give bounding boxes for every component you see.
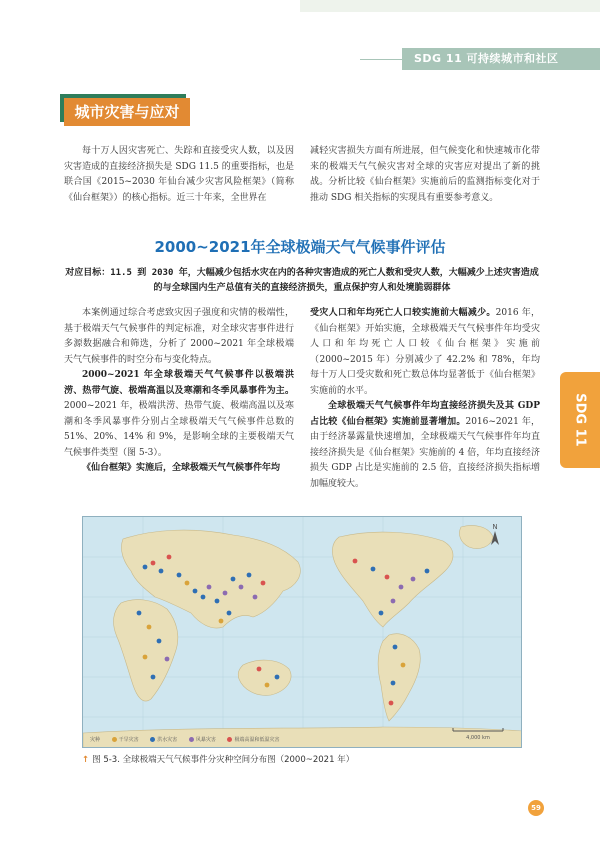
sdg-side-tab [560, 372, 600, 468]
event-marker [239, 585, 244, 590]
header-rule [360, 59, 402, 60]
caption-text: 图 5-3. 全球极端天气气候事件分灾种空间分布图（2000~2021 年） [92, 755, 355, 765]
africa [114, 600, 178, 701]
land-masses [83, 525, 522, 748]
event-marker [385, 575, 390, 580]
left-para-3 [64, 461, 294, 477]
legend-item-temperature [227, 737, 279, 743]
event-marker [391, 681, 396, 686]
event-marker [201, 595, 206, 600]
left-para-2 [64, 368, 294, 461]
event-marker [143, 655, 148, 660]
event-marker [379, 611, 384, 616]
event-marker [177, 573, 182, 578]
event-marker [261, 581, 266, 586]
body-left-column [64, 306, 294, 477]
event-marker [215, 599, 220, 604]
event-marker [401, 663, 406, 668]
australia [238, 660, 291, 695]
right-para-2 [310, 399, 540, 492]
event-marker [137, 611, 142, 616]
event-marker [227, 611, 232, 616]
legend-item-flood [150, 737, 177, 743]
event-marker [159, 569, 164, 574]
event-marker [219, 619, 224, 624]
main-title: 2000~2021年全球极端天气气候事件评估 [154, 238, 446, 256]
caption-arrow-icon: ↑ [82, 755, 90, 765]
left-para-2-bold: 2000~2021 年全球极端天气气候事件以极端洪涝、热带气旋、极端高温以及寒潮和冬季风暴事件为主。 [64, 370, 294, 396]
sdg-side-label: SDG 11 [572, 393, 588, 447]
running-header: SDG 11 可持续城市和社区 [402, 48, 600, 70]
scale-label: 4,000 km [466, 735, 490, 741]
event-marker [143, 565, 148, 570]
figure-caption [82, 753, 354, 765]
event-marker [151, 675, 156, 680]
map-legend [84, 734, 520, 747]
right-para-1 [310, 306, 540, 399]
legend-swatch [189, 737, 194, 742]
event-marker [257, 667, 262, 672]
event-marker [275, 675, 280, 680]
event-marker [391, 599, 396, 604]
legend-label: 极端高温和低温灾害 [234, 737, 280, 743]
north-arrow [491, 523, 499, 545]
legend-title: 灾种 [90, 737, 101, 743]
event-marker [165, 657, 170, 662]
event-marker [207, 585, 212, 590]
legend-item-drought [112, 737, 139, 743]
event-marker [193, 589, 198, 594]
event-marker [425, 569, 430, 574]
world-map-svg [83, 517, 522, 748]
event-marker [411, 577, 416, 582]
event-marker [253, 595, 258, 600]
legend-item-storm [189, 737, 216, 743]
south-america [378, 634, 420, 721]
event-marker [231, 577, 236, 582]
event-marker [393, 645, 398, 650]
section-title: 城市灾害与应对 [64, 98, 190, 126]
body-right-column [310, 306, 540, 492]
right-para-2-rest: 2016~2021 年，由于经济暴露量快速增加，全球极端天气气候事件年均直接经济损失是《仙台框架》实施前的 4 倍，年均直接经济损失 GDP 占比是实施前的 2.5 倍，直接经济损失指标增加幅度较大。 [310, 416, 540, 489]
legend-swatch [112, 737, 117, 742]
event-marker [151, 561, 156, 566]
intro-left: 每十万人因灾害死亡、失踪和直接受灾人数，以及因灾害造成的直接经济损失是 SDG 11.5 的重要指标，也是联合国《2015~2030 年仙台减少灾害风险框架》（简称《仙台框架》）的核心指标。近三十年来，全世界在 [64, 146, 294, 203]
legend-swatch [227, 737, 232, 742]
event-marker [157, 639, 162, 644]
left-para-2-rest: 2000~2021 年，极端洪涝、热带气旋、极端高温以及寒潮和冬季风暴事件分别占全球极端天气气候事件总数的 51%、20%、14% 和 9%，是影响全球的主要极端天气气候事件类型（图 5-3）。 [64, 401, 294, 458]
left-para-1: 本案例通过综合考虑致灾因子强度和灾情的极端性，基于极端天气气候事件的判定标准，对全球灾害事件进行多源数据融合和筛选，分析了 2000~2021 年全球极端天气气候事件的时空分布与变化特点。 [64, 308, 294, 365]
page-number: 59 [528, 800, 544, 816]
legend-label: 风暴灾害 [195, 737, 216, 743]
greenland [459, 525, 493, 548]
event-marker [223, 591, 228, 596]
right-para-1-bold: 受灾人口和年均死亡人口较实施前大幅减少。 [310, 308, 496, 318]
event-marker [353, 559, 358, 564]
event-marker [247, 573, 252, 578]
world-map-figure [82, 516, 522, 748]
event-marker [185, 581, 190, 586]
event-marker [399, 585, 404, 590]
top-band [300, 0, 600, 12]
event-marker [167, 555, 172, 560]
north-america [332, 532, 453, 627]
target-statement: 对应目标：11.5 到 2030 年，大幅减少包括水灾在内的各种灾害造成的死亡人数和受灾人数，大幅减少上述灾害造成的与全球国内生产总值有关的直接经济损失，重点保护穷人和处境脆弱群体 [65, 268, 539, 293]
event-marker [147, 625, 152, 630]
north-label: N [492, 523, 498, 531]
event-marker [371, 567, 376, 572]
legend-label: 干旱灾害 [118, 737, 139, 743]
left-para-3-bold: 《仙台框架》实施后，全球极端天气气候事件年均 [82, 463, 281, 473]
right-para-1-rest: 2016 年，《仙台框架》开始实施，全球极端天气气候事件年均受灾人口和年均死亡人口较《仙台框架》实施前（2000~2015 年）分别减少了 42.2% 和 78%，年均每十万人口受灾数和死亡数总体均显著低于《仙台框架》实施前的水平。 [310, 308, 540, 396]
legend-label: 洪水灾害 [157, 737, 178, 743]
intro-right: 减轻灾害损失方面有所进展，但气候变化和快速城市化带来的极端天气气候灾害对全球的灾害应对提出了新的挑战。分析比较《仙台框架》实施前后的监测指标变化对于推动 SDG 相关指标的实现具有重要参考意义。 [310, 146, 540, 203]
legend-swatch [150, 737, 155, 742]
event-marker [389, 701, 394, 706]
right-para-2-bold: 全球极端天气气候事件年均直接经济损失及其 GDP 占比较《仙台框架》实施前显著增加。 [310, 401, 540, 427]
event-marker [265, 683, 270, 688]
